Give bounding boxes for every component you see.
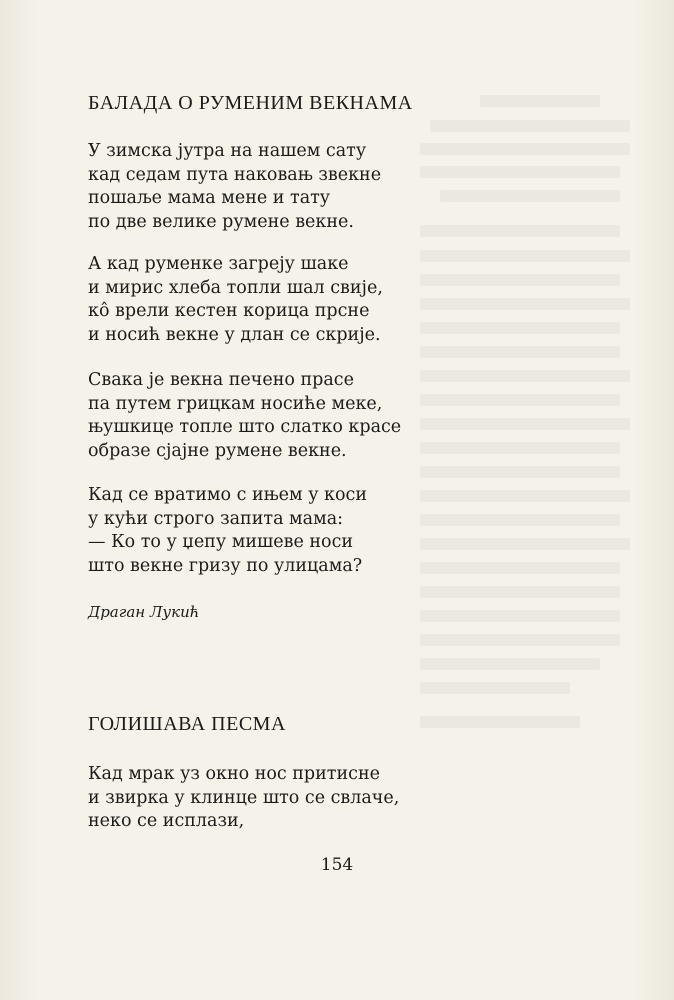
verse-line: по две велике румене векне. xyxy=(88,211,354,232)
stanza-5 xyxy=(88,763,399,834)
verse-line: кад седам пута наковањ звекне xyxy=(88,164,382,185)
page-number: 154 xyxy=(320,855,354,875)
verse-line: Кад мрак уз окно нос притисне xyxy=(88,764,380,784)
verse-line: У зимска јутра на нашем сату xyxy=(88,141,367,161)
verse-line: Свака је векна печено прасе xyxy=(88,370,354,390)
stanza-2 xyxy=(88,253,383,347)
verse-line: што векне гризу по улицама? xyxy=(88,555,363,576)
verse-line: неко се исплази, xyxy=(88,811,245,831)
poem-title: ГОЛИШАВА ПЕСМА xyxy=(88,713,286,735)
verse-line: образе сјајне румене векне. xyxy=(88,440,347,461)
verse-line: пошаље мама мене и тату xyxy=(88,188,331,208)
stanza-3 xyxy=(88,369,401,463)
verse-line: Кад се вратимо с ињем у коси xyxy=(88,485,367,505)
verse-line: — Ко то у џепу мишеве носи xyxy=(88,532,354,552)
poem-author: Драган Лукић xyxy=(88,603,200,621)
verse-line: па путем грицкам носиће меке, xyxy=(88,393,383,414)
verse-line: и мирис хлеба топли шал свије, xyxy=(88,277,383,298)
stanza-1 xyxy=(88,140,381,234)
stanza-4 xyxy=(88,484,367,578)
verse-line: у кући строго запита мама: xyxy=(88,508,344,529)
verse-line: њушкице топле што слатко красе xyxy=(88,417,402,437)
verse-line: А кад руменке загреју шаке xyxy=(88,254,349,274)
verse-line: и звирка у клинце што се свлаче, xyxy=(88,787,400,808)
verse-line: и носић векне у длан се скрије. xyxy=(88,324,381,345)
poem-title: БАЛАДА О РУМЕНИМ ВЕКНАМА xyxy=(88,92,413,114)
verse-line: кô врели кестен корица прсне xyxy=(88,301,370,321)
